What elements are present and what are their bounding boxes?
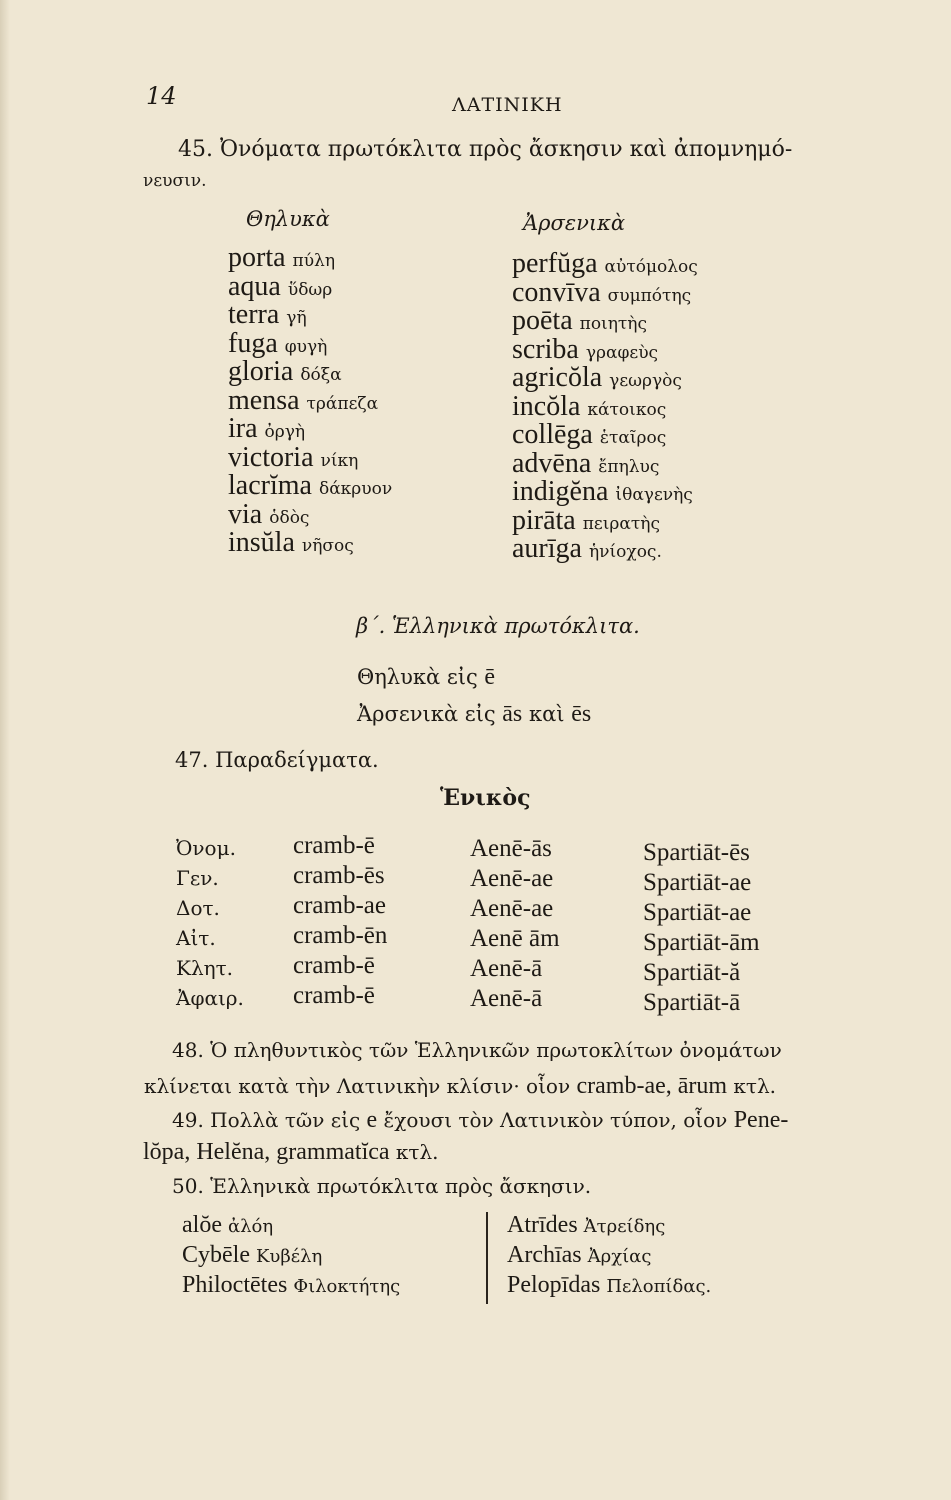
section-50-right-list	[507, 1210, 711, 1300]
masculine-list	[512, 250, 698, 564]
section-50-left-list	[182, 1210, 400, 1300]
running-title: ΛΑΤΙΝΙΚΗ	[452, 94, 563, 116]
section-45-line-1: 45. Ὀνόματα πρωτόκλιτα πρὸς ἄσκησιν καὶ ἀπομνημό-	[178, 137, 793, 162]
paradigm-form: Spartiāt-ae	[643, 869, 752, 896]
singular-heading: Ἑνικὸς	[440, 785, 531, 811]
section-48-line-2: κλίνεται κατὰ τὴν Λατινικὴν κλίσιν· οἷον cramb-ae, ārum κτλ.	[144, 1073, 777, 1099]
list-item: lacrĭma δάκρυον	[228, 470, 393, 501]
section-beta-title: β΄. Ἑλληνικὰ πρωτόκλιτα.	[356, 614, 640, 638]
list-item: aurīga ἡνίοχος.	[512, 533, 662, 564]
list-item: indigĕna ἰθαγενὴς	[512, 476, 693, 507]
paradigm-form: cramb-ē	[293, 982, 375, 1009]
case-name: Δοτ.	[176, 896, 220, 920]
list-item: victoria νίκη	[228, 441, 359, 473]
masculine-heading: Ἀρσενικὰ	[523, 211, 626, 235]
list-item: scriba γραφεὺς	[512, 333, 659, 365]
list-item: incŏla κάτοικος	[512, 390, 667, 422]
aenea-paradigm	[470, 834, 560, 1014]
paradigm-form: Spartiāt-ēs	[643, 839, 750, 866]
feminine-list	[228, 244, 392, 558]
paradigm-form: Aenē-ās	[470, 835, 552, 862]
list-item: collēga ἑταῖρος	[512, 419, 667, 450]
list-item: pirāta πειρατὴς	[512, 504, 660, 536]
list-item: agricŏla γεωργὸς	[512, 362, 682, 393]
list-item: ira ὀργὴ	[228, 413, 306, 444]
section-49-line-1: 49. Πολλὰ τῶν εἰς e ἔχουσι τὸν Λατινικὸν τύπον, οἷον Pene-	[172, 1107, 789, 1133]
paradigm-form: Spartiāt-ām	[643, 929, 760, 956]
paradigm-form: Aenē-ae	[470, 865, 554, 892]
paradigm-form: cramb-ae	[293, 892, 386, 919]
page-edge	[0, 0, 10, 1500]
spartiates-paradigm	[643, 838, 760, 1018]
list-item: alŏe ἀλόη	[182, 1212, 274, 1238]
paradigm-form: Spartiāt-ae	[643, 899, 752, 926]
case-name: Ἀφαιρ.	[176, 986, 244, 1010]
case-name: Ὀνομ.	[176, 836, 236, 860]
section-50-title: 50. Ἑλληνικὰ πρωτόκλιτα πρὸς ἄσκησιν.	[172, 1174, 592, 1198]
rule-feminine: Θηλυκὰ εἰς ē	[357, 664, 496, 690]
case-name: Αἰτ.	[176, 926, 216, 950]
case-name: Κλητ.	[176, 956, 234, 980]
paradigm-form: Spartiāt-ā	[643, 989, 741, 1016]
case-names	[176, 833, 244, 1013]
list-item: terra γῆ	[228, 299, 307, 330]
paradigm-form: Spartiāt-ă	[643, 959, 741, 986]
column-divider	[486, 1212, 488, 1304]
crambe-paradigm	[293, 831, 387, 1011]
list-item: Cybēle Κυβέλη	[182, 1242, 323, 1268]
list-item: aqua ὕδωρ	[228, 270, 333, 302]
section-47-title: 47. Παραδείγματα.	[175, 748, 379, 772]
case-name: Γεν.	[176, 866, 219, 890]
list-item: advēna ἔπηλυς	[512, 447, 660, 479]
paradigm-form: cramb-ē	[293, 832, 375, 859]
list-item: Archīas Ἀρχίας	[507, 1242, 652, 1268]
list-item: Philoctētes Φιλοκτήτης	[182, 1272, 401, 1298]
page-number: 14	[146, 82, 177, 110]
paradigm-form: Aenē-ae	[470, 895, 554, 922]
list-item: porta πύλη	[228, 242, 335, 273]
paradigm-form: Aenē-ā	[470, 985, 543, 1012]
feminine-heading: Θηλυκὰ	[246, 207, 330, 231]
list-item: Pelopīdas Πελοπίδας.	[507, 1272, 712, 1298]
list-item: poēta ποιητὴς	[512, 305, 648, 336]
paradigm-form: cramb-ē	[293, 952, 375, 979]
section-48-line-1: 48. Ὁ πληθυντικὸς τῶν Ἑλληνικῶν πρωτοκλίτων ὀνομάτων	[172, 1038, 782, 1062]
list-item: gloria δόξα	[228, 356, 342, 387]
section-49-line-2: lŏpa, Helĕna, grammatĭca κτλ.	[143, 1139, 439, 1165]
rule-masculine: Ἀρσενικὰ εἰς ās καὶ ēs	[357, 701, 592, 727]
section-45-line-2: νευσιν.	[143, 171, 207, 191]
list-item: fuga φυγὴ	[228, 327, 328, 359]
list-item: Atrīdes Ἀτρείδης	[507, 1212, 666, 1238]
list-item: convīva συμπότης	[512, 276, 692, 308]
list-item: perfŭga αὐτόμολος	[512, 248, 698, 279]
paradigm-form: cramb-ēn	[293, 922, 388, 949]
paradigm-form: cramb-ēs	[293, 862, 385, 889]
paradigm-form: Aenē ām	[470, 925, 560, 952]
paradigm-form: Aenē-ā	[470, 955, 543, 982]
list-item: insŭla νῆσος	[228, 527, 354, 558]
list-item: via ὁδὸς	[228, 498, 310, 530]
list-item: mensa τράπεζα	[228, 384, 379, 416]
